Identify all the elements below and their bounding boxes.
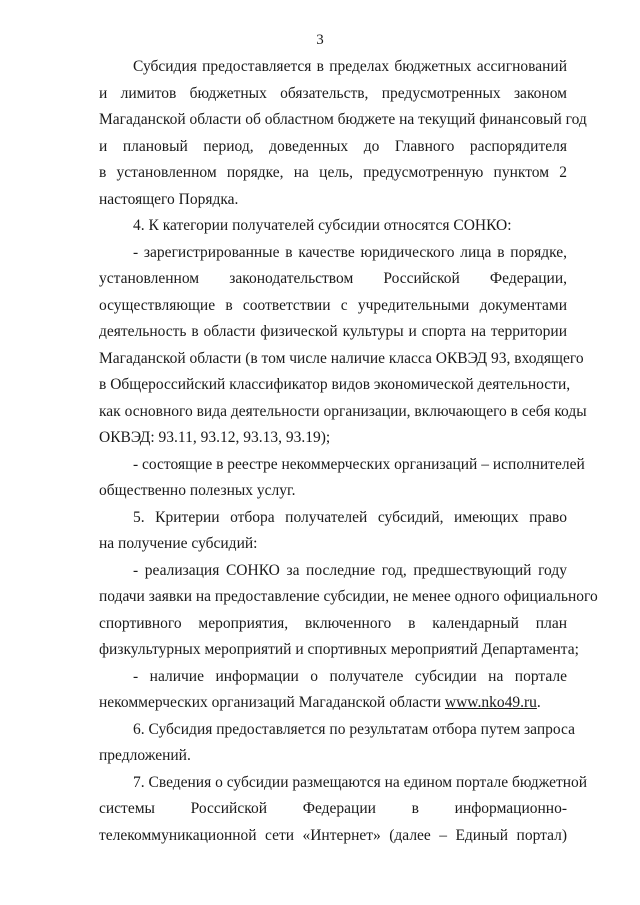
text-line: Субсидия предоставляется в пределах бюджетных ассигнований [133, 58, 567, 75]
page-number: 3 [316, 32, 324, 48]
section-heading: 5. Критерии отбора получателей субсидий, имеющих право [133, 509, 567, 526]
text-line: осуществляющие в соответствии с учредительными документами [99, 297, 567, 314]
nko-portal-link[interactable]: www.nko49.ru [444, 694, 537, 711]
text-line: - состоящие в реестре некоммерческих организаций – исполнителей [133, 456, 585, 473]
link-punctuation: . [536, 694, 541, 711]
text-line: деятельность в области физической культуры и спорта на территории [99, 323, 567, 340]
text-line: ОКВЭД: 93.11, 93.12, 93.13, 93.19); [99, 429, 331, 446]
text-line: Магаданской области об областном бюджете на текущий финансовый год [99, 111, 587, 128]
section-heading: 7. Сведения о субсидии размещаются на едином портале бюджетной [133, 774, 588, 791]
text-line: физкультурных мероприятий и спортивных мероприятий Департамента; [99, 641, 579, 658]
text-line: и лимитов бюджетных обязательств, предусмотренных законом [99, 85, 567, 102]
text-line: настоящего Порядка. [99, 191, 239, 208]
text-line: установленном законодательством Российской Федерации, [99, 270, 567, 287]
text-line [99, 693, 567, 713]
text-line: спортивного мероприятия, включенного в календарный план [99, 615, 567, 632]
text-line: телекоммуникационной сети «Интернет» (далее – Единый портал) [99, 827, 567, 844]
text-line: - наличие информации о получателе субсидии на портале [133, 668, 567, 685]
section-heading: 4. К категории получателей субсидии относятся СОНКО: [133, 217, 512, 234]
text-line: в Общероссийский классификатор видов экономической деятельности, [99, 376, 571, 393]
text-line: как основного вида деятельности организации, включающего в себя коды [99, 403, 587, 420]
text-line: подачи заявки на предоставление субсидии, не менее одного официального [99, 588, 598, 605]
section-heading: 6. Субсидия предоставляется по результатам отбора путем запроса [133, 721, 575, 738]
text-line: - реализация СОНКО за последние год, предшествующий году [133, 562, 567, 579]
text-line: системы Российской Федерации в информационно- [99, 800, 567, 817]
text-segment: некоммерческих организаций Магаданской области [99, 694, 442, 711]
text-line: на получение субсидий: [99, 535, 258, 552]
text-line: в установленном порядке, на цель, предусмотренную пунктом 2 [99, 164, 567, 181]
text-line: и плановый период, доведенных до Главного распорядителя [99, 138, 567, 155]
text-line: - зарегистрированные в качестве юридического лица в порядке, [133, 244, 567, 261]
text-line: Магаданской области (в том числе наличие класса ОКВЭД 93, входящего [99, 350, 584, 367]
text-line: общественно полезных услуг. [99, 482, 296, 499]
text-line: предложений. [99, 747, 191, 764]
